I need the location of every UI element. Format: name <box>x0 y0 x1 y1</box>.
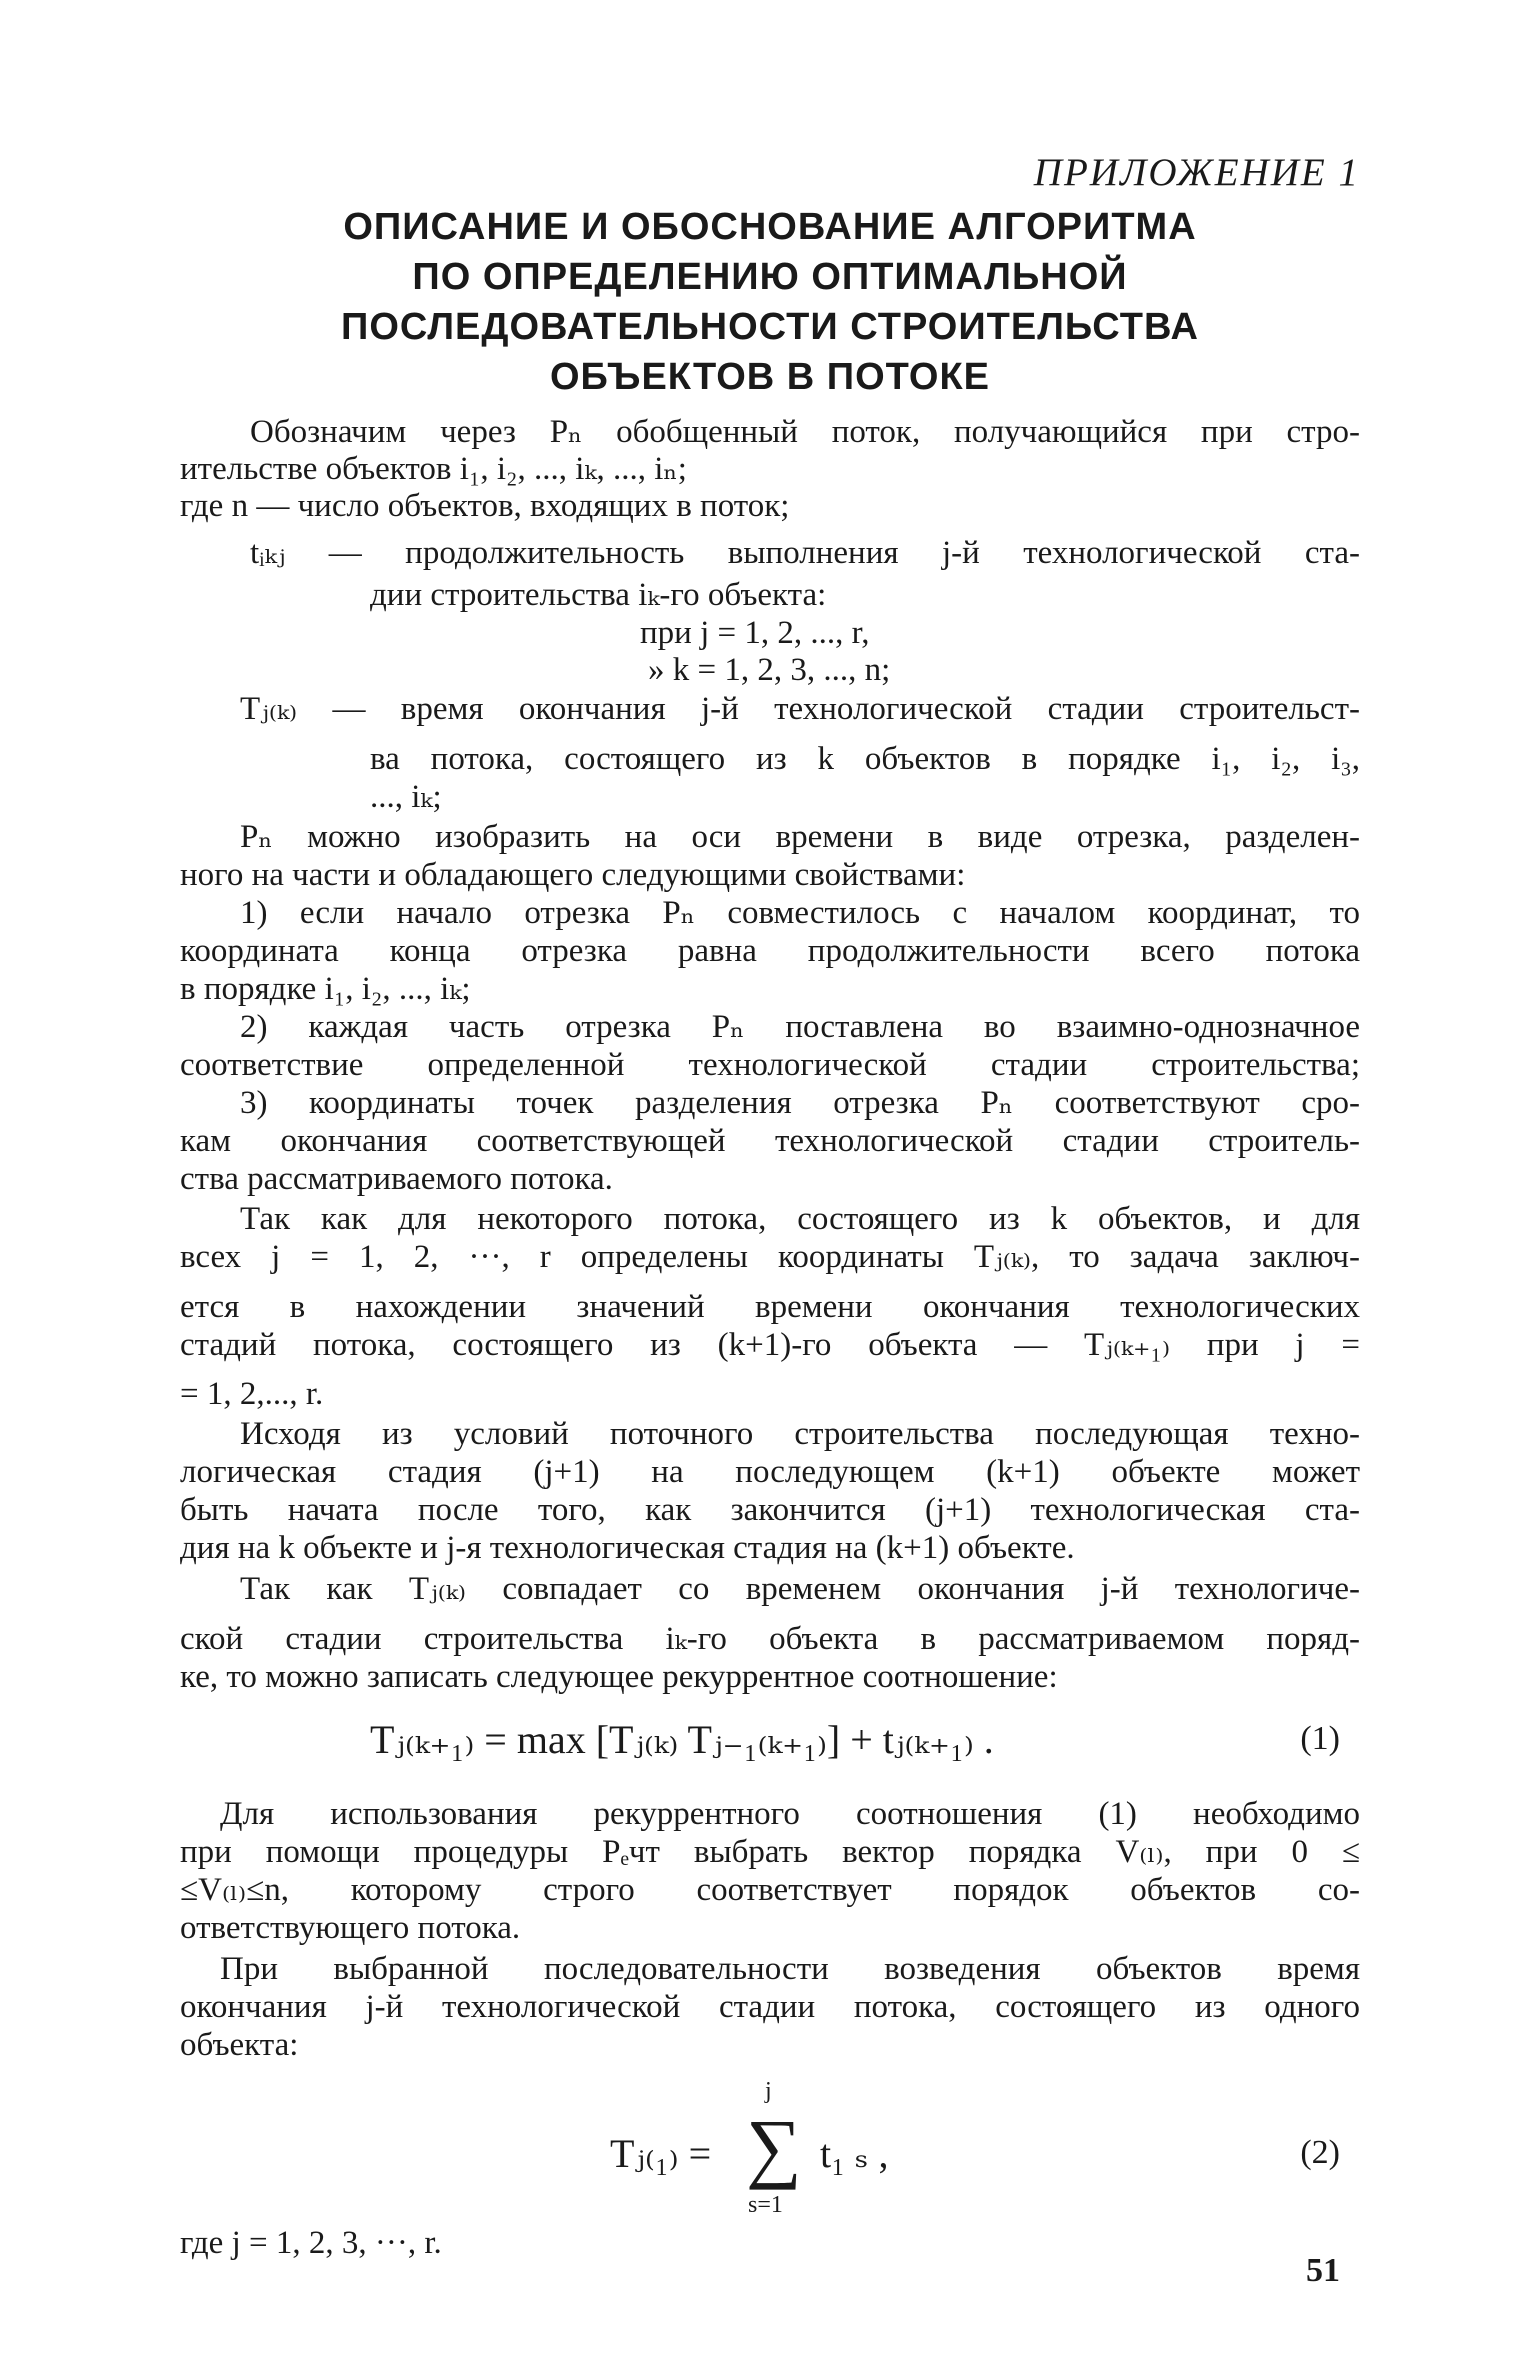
text-line: Обозначим через Pₙ обобщенный поток, получающийся при стро- <box>250 414 1360 450</box>
title-line: ПОСЛЕДОВАТЕЛЬНОСТИ СТРОИТЕЛЬСТВА <box>341 306 1199 348</box>
text-line: при j = 1, 2, ..., r, <box>640 615 870 651</box>
text-line: Pₙ можно изобразить на оси времени в виде отрезка, разделен- <box>240 819 1360 855</box>
text-line: 3) координаты точек разделения отрезка Pₙ соответствуют сро- <box>240 1085 1360 1121</box>
text-line: ≤V₍ₗ₎≤n, которому строго соответствует порядок объектов со- <box>180 1872 1360 1908</box>
text-line: ке, то можно записать следующее рекуррентное соотношение: <box>180 1659 1058 1695</box>
text-line: дии строительства iₖ-го объекта: <box>370 577 827 613</box>
text-line: ской стадии строительства iₖ-го объекта в рассматриваемом поряд- <box>180 1621 1360 1657</box>
text-line: » k = 1, 2, 3, ..., n; <box>648 652 891 688</box>
text-line: При выбранной последовательности возведения объектов время <box>220 1951 1360 1987</box>
text-line: Для использования рекуррентного соотношения (1) необходимо <box>220 1796 1360 1832</box>
text-line: ва потока, состоящего из k объектов в порядке i₁, i₂, i₃, <box>370 741 1360 777</box>
title-line: ПО ОПРЕДЕЛЕНИЮ ОПТИМАЛЬНОЙ <box>412 256 1128 298</box>
title-line: ОБЪЕКТОВ В ПОТОКЕ <box>549 356 990 398</box>
text-line: ется в нахождении значений времени окончания технологических <box>180 1289 1360 1325</box>
text-line: ства рассматриваемого потока. <box>180 1161 613 1197</box>
text-line: 1) если начало отрезка Pₙ совместилось с началом координат, то <box>240 895 1360 931</box>
title-line: ОПИСАНИЕ И ОБОСНОВАНИЕ АЛГОРИТМА <box>343 206 1197 248</box>
appendix-label: ПРИЛОЖЕНИЕ 1 <box>1033 151 1360 194</box>
text-line: при помощи процедуры Pₑчт выбрать вектор порядка V₍ₗ₎, при 0 ≤ <box>180 1834 1360 1870</box>
text-line: координата конца отрезка равна продолжительности всего потока <box>180 933 1360 969</box>
text-line: tᵢₖⱼ — продолжительность выполнения j-й технологической ста- <box>250 535 1360 571</box>
text-line: Так как для некоторого потока, состоящего из k объектов, и для <box>240 1201 1360 1237</box>
text-line: объекта: <box>180 2027 299 2063</box>
summation-upper: j <box>765 2078 772 2104</box>
page <box>180 150 1360 2300</box>
text-line: ..., iₖ; <box>370 779 442 815</box>
text-line: соответствие определенной технологической стадии строительства; <box>180 1047 1360 1083</box>
text-line: стадий потока, состоящего из (k+1)-го объекта — Tⱼ₍ₖ₊₁₎ при j = <box>180 1327 1360 1363</box>
text-line: = 1, 2,..., r. <box>180 1376 324 1412</box>
summation-symbol: ∑ <box>746 2103 802 2190</box>
text-line: Исходя из условий поточного строительства последующая техно- <box>240 1416 1360 1452</box>
text-line: дия на k объекте и j-я технологическая стадия на (k+1) объекте. <box>180 1530 1075 1566</box>
text-line: логическая стадия (j+1) на последующем (k+1) объекте может <box>180 1454 1360 1490</box>
text-line: ответствующего потока. <box>180 1910 521 1946</box>
text-line: где n — число объектов, входящих в поток; <box>180 488 790 524</box>
text-line: быть начата после того, как закончится (j+1) технологическая ста- <box>180 1492 1360 1528</box>
text-line: в порядке i₁, i₂, ..., iₖ; <box>180 971 471 1007</box>
text-line: Так как Tⱼ₍ₖ₎ совпадает со временем окончания j-й технологиче- <box>240 1571 1360 1607</box>
equation-number: (1) <box>1300 1720 1340 1757</box>
equation-1: Tⱼ₍ₖ₊₁₎ = max [Tⱼ₍ₖ₎ Tⱼ₋₁₍ₖ₊₁₎] + tⱼ₍ₖ₊₁₎ . <box>370 1717 994 1762</box>
text-line: ного на части и обладающего следующими свойствами: <box>180 857 966 893</box>
text-line: Tⱼ₍ₖ₎ — время окончания j-й технологической стадии строительст- <box>240 691 1360 727</box>
summation-lower: s=1 <box>748 2192 783 2218</box>
text-line: ительстве объектов i₁, i₂, ..., iₖ, ..., iₙ; <box>180 451 687 487</box>
equation-2-rhs: t₁ ₛ , <box>820 2131 889 2176</box>
equation-2-lhs: Tⱼ₍₁₎ = <box>610 2131 712 2176</box>
equation-number: (2) <box>1300 2134 1340 2171</box>
text-line: всех j = 1, 2, ···, r определены координаты Tⱼ₍ₖ₎, то задача заключ- <box>180 1239 1360 1275</box>
text-line: кам окончания соответствующей технологической стадии строитель- <box>180 1123 1360 1159</box>
page-number: 51 <box>1306 2252 1340 2289</box>
text-line: где j = 1, 2, 3, ···, r. <box>180 2225 442 2261</box>
text-line: 2) каждая часть отрезка Pₙ поставлена во взаимно-однозначное <box>240 1009 1360 1045</box>
page-title <box>180 202 1360 402</box>
text-line: окончания j-й технологической стадии потока, состоящего из одного <box>180 1989 1360 2025</box>
